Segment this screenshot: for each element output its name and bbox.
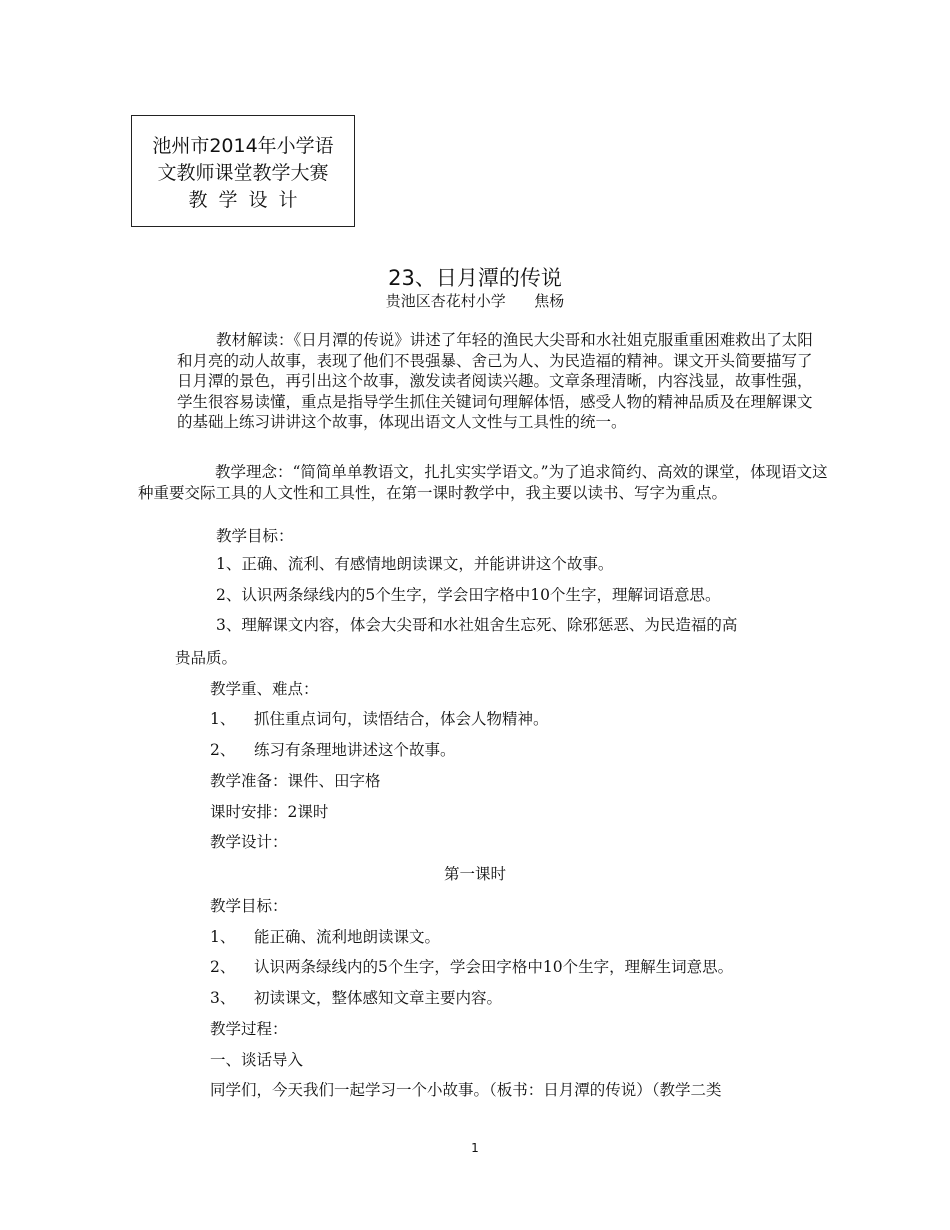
- lesson-goals-heading: 教学目标：: [210, 897, 288, 915]
- header-line-2: 文教师课堂教学大赛: [157, 162, 329, 184]
- preparation-line: 教学准备：课件、田字格: [210, 772, 381, 790]
- lesson-goal-item-1: 1、 能正确、流利地朗读课文。: [210, 928, 441, 946]
- goal-item-2: 2、认识两条绿线内的5个生字，学会田字格中10个生字，理解词语意思。: [216, 586, 721, 604]
- teaching-philosophy-text: 教学理念：“简简单单教语文，扎扎实实学语文。”为了追求简约、高效的课堂，体现语文这种重要交际工具的人文性和工具性，在第一课时教学中，我主要以读书、写字为重点。: [138, 463, 828, 502]
- goal-item-1: 1、正确、流利、有感情地朗读课文，并能讲讲这个故事。: [216, 555, 614, 573]
- design-heading: 教学设计：: [210, 833, 288, 851]
- header-line-3: 教学设计: [188, 189, 309, 211]
- key-points-heading: 教学重、难点：: [210, 680, 319, 698]
- process-heading: 教学过程：: [210, 1020, 288, 1038]
- contest-header-box: [131, 115, 355, 227]
- lesson-goal-item-2: 2、 认识两条绿线内的5个生字，学会田字格中10个生字，理解生词意思。: [210, 958, 734, 976]
- lesson-goal-item-3: 3、 初读课文，整体感知文章主要内容。: [210, 989, 503, 1007]
- page-number: 1: [471, 1141, 479, 1155]
- section-1-heading: 一、谈话导入: [210, 1051, 304, 1069]
- key-point-item-2: 2、 练习有条理地讲述这个故事。: [210, 741, 456, 759]
- textbook-analysis-text: 教材解读：《日月潭的传说》讲述了年轻的渔民大尖哥和水社姐克服重重困难救出了太阳和月亮的动人故事，表现了他们不畏强暴、舍己为人、为民造福的精神。课文开头简要描写了日月潭的景色，再引出这个故事，激发读者阅读兴趣。文章条理清晰，内容浅显，故事性强，学生很容易读懂，重点是指导学生抓住关键词句理解体悟，感受人物的精神品质及在理解课文的基础上练习讲讲这个故事，体现出语文人文性与工具性的统一。: [177, 331, 813, 431]
- lesson-title: 23、日月潭的传说: [388, 266, 562, 290]
- goal-item-3-continued: 贵品质。: [175, 649, 238, 667]
- key-point-item-1: 1、 抓住重点词句，读悟结合，体会人物精神。: [210, 710, 549, 728]
- teaching-philosophy-paragraph: [138, 462, 828, 503]
- textbook-analysis-paragraph: [177, 330, 827, 433]
- goals-heading: 教学目标：: [216, 527, 294, 545]
- lesson-period-title: 第一课时: [443, 865, 506, 883]
- schedule-line: 课时安排：2课时: [210, 803, 329, 821]
- section-1-text: 同学们，今天我们一起学习一个小故事。（板书：日月潭的传说）（教学二类: [210, 1081, 722, 1099]
- header-line-1: 池州市2014年小学语: [152, 135, 334, 157]
- goal-item-3: 3、理解课文内容，体会大尖哥和水社姐舍生忘死、除邪惩恶、为民造福的高: [216, 616, 738, 634]
- author-line: 贵池区杏花村小学 焦杨: [385, 292, 565, 310]
